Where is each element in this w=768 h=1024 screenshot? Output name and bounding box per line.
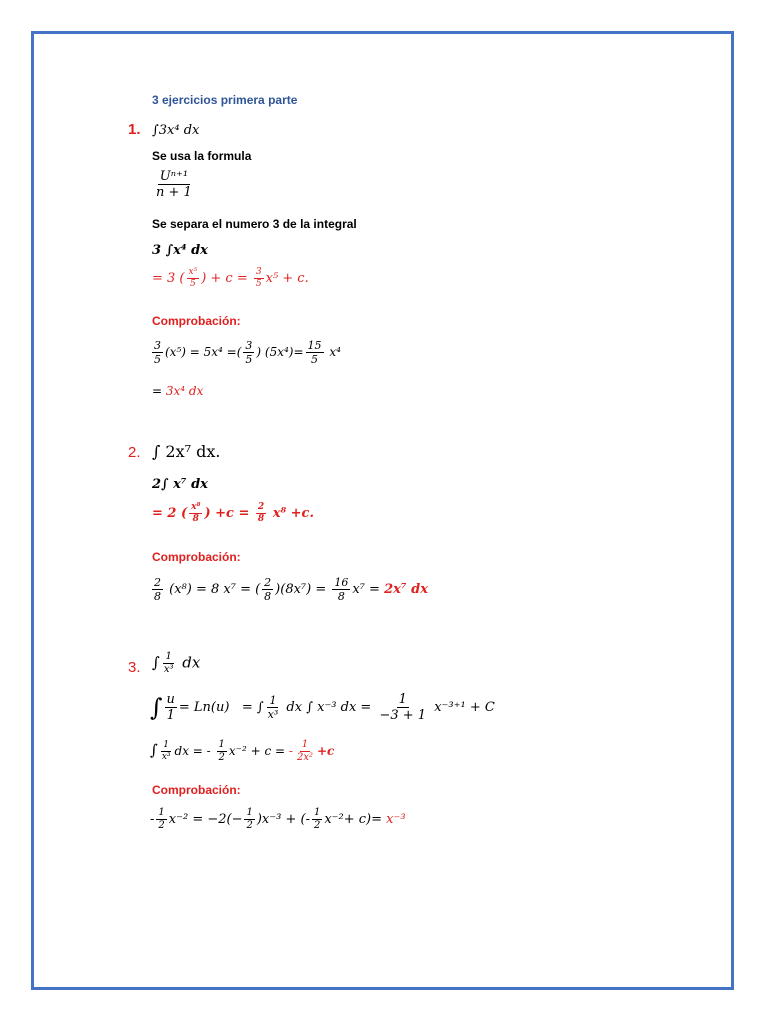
ex3-l1-f2-num: 1 (398, 692, 407, 707)
ex3-l1-f2-den: −3 + 1 (379, 708, 427, 723)
exercise-2-result (152, 503, 314, 524)
check1-part-b: ) (5x⁴)= (256, 345, 304, 359)
check2-part-d: 2x⁷ dx (384, 582, 428, 597)
check2-f1-den: 8 (154, 590, 161, 603)
ex3-c-c: )x⁻³ + (- (256, 812, 310, 827)
ex3-l2-int: ∫ (150, 741, 158, 759)
final-equals: = (152, 384, 166, 398)
ex3-l2-f3-num: 1 (301, 739, 309, 750)
exercise-1-result (152, 268, 309, 289)
check2-part-c: x⁷ = (352, 582, 380, 597)
exercise-3-line-2 (150, 740, 334, 763)
ex2-result-a: = 2 ( (152, 506, 188, 521)
ex3-l2-e: +c (317, 744, 335, 758)
ex3-c-f2-num: 1 (246, 807, 253, 818)
ex3-int-dx: dx (182, 653, 201, 672)
formula-numerator: Uⁿ⁺¹ (159, 169, 189, 184)
ex2-result-c: x⁸ +c. (272, 506, 314, 521)
ex3-c-b: x⁻² = −2(− (168, 812, 243, 827)
exercise-3-integral (152, 652, 200, 675)
exercise-1-final (152, 384, 203, 398)
check2-f3-den: 8 (337, 590, 345, 603)
page-border (31, 31, 734, 990)
exercise-2-check (150, 577, 428, 602)
exercise-2-number: 2. (128, 444, 141, 461)
check1-f3-den: 5 (311, 353, 319, 366)
check1-f2-den: 5 (245, 353, 253, 366)
check-label-3: Comprobación: (152, 783, 241, 797)
result-frac-den: 5 (189, 279, 196, 289)
result-frac-num: x⁵ (188, 267, 198, 277)
check2-f2-num: 2 (264, 576, 272, 589)
result-part-c: x⁵ + c. (265, 271, 309, 286)
ex3-c-f1-num: 1 (158, 807, 165, 818)
ex2-result-f-den: 8 (192, 514, 199, 524)
exercise-2-integral: ∫ 2x⁷ dx. (152, 442, 221, 461)
ex3-l2-f-den: x³ (161, 752, 171, 762)
ex3-l1-ln: = Ln(u) (178, 700, 230, 715)
ex3-l2-f2-den: 2 (218, 752, 225, 763)
formula-label: Se usa la formula (152, 149, 252, 163)
ex3-l2-f-num: 1 (163, 740, 170, 750)
ex3-c-a: - (150, 812, 155, 827)
separated-integral: 3 ∫x⁴ dx (152, 243, 208, 258)
ex3-l1-int-icon: ∫ (150, 693, 163, 722)
ex3-l1-u: u (166, 692, 175, 707)
check2-f2-den: 8 (264, 590, 272, 603)
exercise-1-number: 1. (128, 121, 141, 138)
ex3-l2-b: dx = - (174, 744, 211, 758)
check2-f1-num: 2 (154, 576, 161, 589)
exercise-3-number: 3. (128, 659, 141, 676)
ex3-l1-end: x⁻³⁺¹ + C (434, 700, 495, 715)
result-part-b: ) + c = (201, 271, 248, 286)
check2-part-a: (x⁸) = 8 x⁷ = ( (169, 582, 261, 597)
ex3-c-f3-num: 1 (313, 807, 321, 818)
exercise-3-line-1 (150, 693, 495, 722)
ex2-result-f2-den: 8 (257, 514, 265, 524)
check-label-1: Comprobación: (152, 314, 241, 328)
ex3-c-f3-den: 2 (313, 820, 321, 831)
formula-fraction (152, 170, 196, 199)
final-value: 3x⁴ dx (165, 384, 204, 398)
check1-f2-num: 3 (245, 339, 253, 352)
exercise-1-integral: ∫3x⁴ dx (152, 123, 200, 138)
check1-f1-num: 3 (154, 339, 161, 352)
page-title: 3 ejercicios primera parte (152, 93, 298, 107)
ex3-int-den: x³ (163, 664, 174, 675)
check2-part-b: )(8x⁷) = (275, 582, 327, 597)
ex3-c-f1-den: 2 (158, 820, 165, 831)
ex3-l2-d: - (288, 744, 293, 758)
ex3-c-d: x⁻²+ c)= (324, 812, 383, 827)
check1-f1-den: 5 (154, 353, 161, 366)
check1-f3-num: 15 (307, 339, 322, 352)
ex3-l1-mid: dx ∫ x⁻³ dx = (286, 700, 372, 715)
check2-f3-num: 16 (334, 576, 349, 589)
ex3-integral-sign: ∫ (152, 653, 160, 672)
result-part-a: = 3 ( (152, 271, 185, 286)
exercise-1-check (150, 340, 341, 365)
ex3-c-e: x⁻³ (386, 812, 406, 827)
exercise-3-check (150, 808, 406, 831)
ex2-result-f-num: x⁸ (191, 502, 201, 512)
ex3-l1-one: 1 (166, 708, 175, 723)
ex3-l2-f2-num: 1 (218, 739, 225, 750)
ex3-l1-f-den: x³ (267, 708, 279, 721)
ex3-l1-eq: = ∫ (241, 700, 264, 715)
check-label-2: Comprobación: (152, 550, 241, 564)
ex3-l2-f3-den: 2x² (296, 752, 313, 763)
exercise-2-separated: 2∫ x⁷ dx (152, 477, 208, 492)
check1-part-c: x⁴ (329, 345, 341, 359)
ex3-l2-c: x⁻² + c = (228, 744, 286, 758)
ex2-result-b: ) +c = (204, 506, 250, 521)
ex3-c-f2-den: 2 (246, 820, 253, 831)
formula-denominator: n + 1 (156, 185, 192, 200)
ex3-l1-f-num: 1 (269, 694, 277, 707)
check1-part-a: (x⁵) = 5x⁴ =( (165, 345, 242, 359)
result-frac2-den: 5 (255, 279, 262, 289)
result-frac2-num: 3 (255, 267, 262, 277)
ex3-int-num: 1 (165, 651, 172, 662)
ex2-result-f2-num: 2 (257, 502, 265, 512)
separate-label: Se separa el numero 3 de la integral (152, 217, 357, 231)
